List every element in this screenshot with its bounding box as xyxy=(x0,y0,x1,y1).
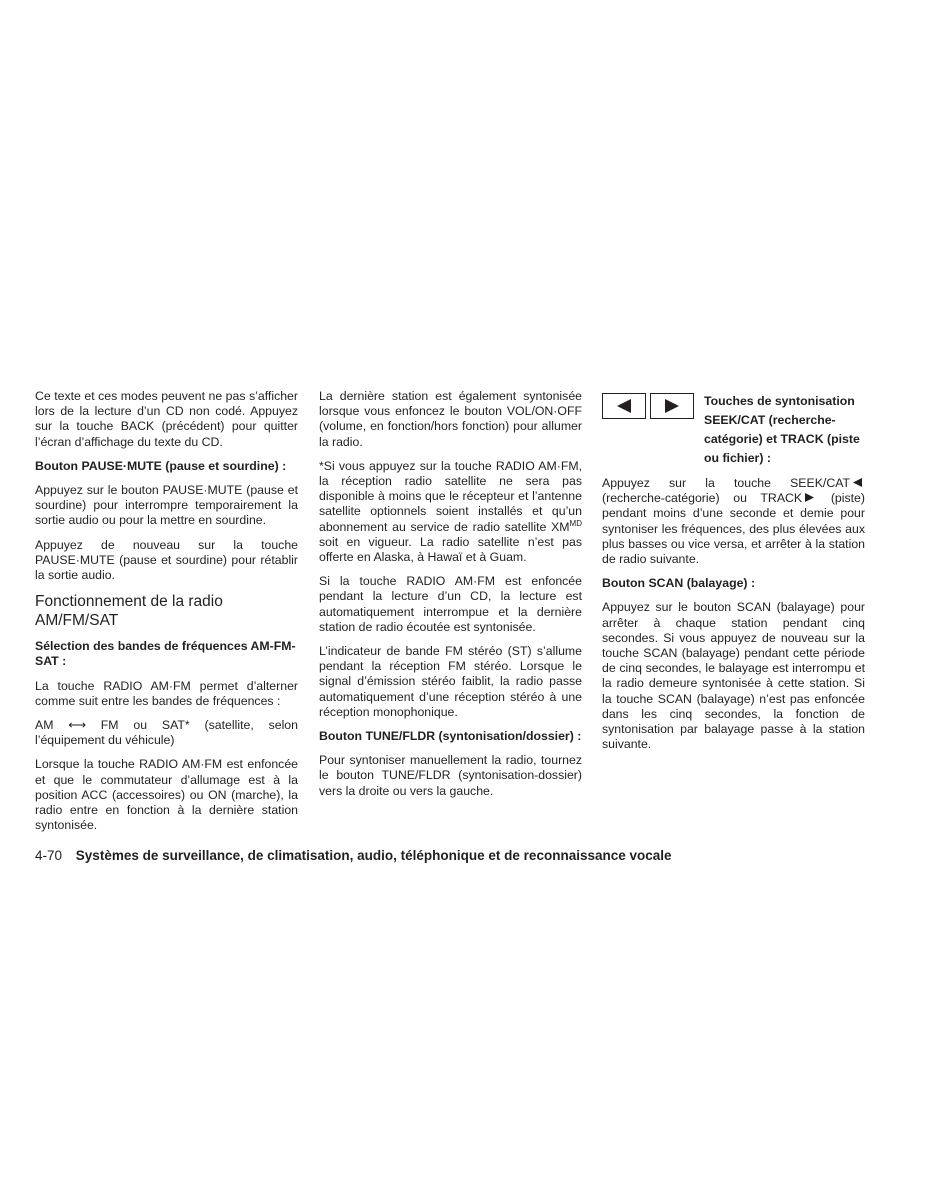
paragraph-pause-restore: Appuyez de nouveau sur la touche PAUSE·MUTE (pause et sourdine) pour rétablir la sortie audio. xyxy=(35,537,298,583)
heading-tune-fldr: Bouton TUNE/FLDR (syntonisation/dossier) : xyxy=(319,729,582,744)
paragraph-band-sequence: AM ⟷ FM ou SAT* (satellite, selon l’équipement du véhicule) xyxy=(35,718,298,748)
heading-scan: Bouton SCAN (balayage) : xyxy=(602,576,756,591)
trademark-sup: MD xyxy=(569,518,582,528)
seek-text-part2: (recherche-catégorie) ou TRACK xyxy=(602,491,803,506)
paragraph-scan: Appuyez sur le bouton SCAN (balayage) pour arrêter à chaque station pendant cinq secondes. Si vous appuyez de nouveau sur la touche SCAN (balayage) pendant cette période de cinq secondes, le balayage est interrompu et la radio demeure syntonisée à cette station. Si la touche SCAN (balayage) n’est pas enfoncée dans les cinq secondes, la fonction de syntonisation par balayage passe à la station suivante. xyxy=(602,600,865,752)
small-right-triangle-icon xyxy=(805,493,814,502)
seek-text-part3: (piste) pendant moins d’une seconde et demie pour syntoniser les fréquences, des plus élevées aux plus basses ou vice versa, et arrêter à la station de radio suivante. xyxy=(602,491,865,567)
paragraph-cd-text: Ce texte et ces modes peuvent ne pas s’afficher lors de la lecture d’un CD non codé. Appuyez sur la touche BACK (précédent) pour quitter l’écran d’affichage du texte du CD. xyxy=(35,389,298,449)
paragraph-radio-on: Lorsque la touche RADIO AM·FM est enfoncée et que le commutateur d’allumage est à la position ACC (accessoires) ou ON (marche), la radio entre en fonction à la dernière station syntonisée. xyxy=(35,757,298,833)
paragraph-fm-stereo: L’indicateur de bande FM stéréo (ST) s’allume pendant la réception FM stéréo. Lorsque le signal d’émission stéréo faiblit, la radio passe automatiquement d’une réception stéréo à une réception monophonique. xyxy=(319,644,582,719)
right-triangle-icon xyxy=(664,398,680,414)
page-footer xyxy=(35,848,672,863)
chapter-title: Systèmes de surveillance, de climatisation, audio, téléphonique et de reconnaissance vocale xyxy=(75,848,672,863)
heading-band-selection: Sélection des bandes de fréquences AM-FM-SAT : xyxy=(35,639,296,669)
seek-track-button-illustration xyxy=(602,393,694,419)
paragraph-band-toggle: La touche RADIO AM·FM permet d’alterner comme suit entre les bandes de fréquences : xyxy=(35,678,298,708)
track-button-box xyxy=(650,393,694,419)
left-triangle-icon xyxy=(616,398,632,414)
column-left xyxy=(35,389,298,842)
paragraph-seek-track xyxy=(602,476,865,567)
seek-button-box xyxy=(602,393,646,419)
satellite-note-part2: soit en vigueur. La radio satellite n’est pas offerte en Alaska, à Hawaï et à Guam. xyxy=(319,534,582,565)
paragraph-cd-interrupt: Si la touche RADIO AM·FM est enfoncée pendant la lecture d’un CD, la lecture est automatiquement interrompue et la dernière station de radio écoutée est syntonisée. xyxy=(319,574,582,634)
seek-track-heading-row xyxy=(602,392,865,468)
section-heading-radio: Fonctionnement de la radio AM/FM/SAT xyxy=(35,593,223,630)
heading-pause-mute: Bouton PAUSE·MUTE (pause et sourdine) : xyxy=(35,458,287,473)
page-number: 4-70 xyxy=(35,848,63,863)
heading-seek-track: Touches de syntonisation SEEK/CAT (recherche-catégorie) et TRACK (piste ou fichier) : xyxy=(704,394,860,465)
satellite-note-part1: *Si vous appuyez sur la touche RADIO AM·FM, la réception radio satellite ne sera pas disponible à moins que le récepteur et l’antenne satellite optionnels soient installés et qu’un abonnement au service de radio satellite XM xyxy=(319,458,582,534)
paragraph-pause-mute: Appuyez sur le bouton PAUSE·MUTE (pause et sourdine) pour interrompre temporairement la sortie audio ou pour la mettre en sourdine. xyxy=(35,483,298,528)
seek-text-part1: Appuyez sur la touche SEEK/CAT xyxy=(602,476,850,490)
paragraph-last-station: La dernière station est également syntonisée lorsque vous enfoncez le bouton VOL/ON·OFF (volume, en fonction/hors fonction) pour allumer la radio. xyxy=(319,389,582,449)
paragraph-tune-manual: Pour syntoniser manuellement la radio, tournez le bouton TUNE/FLDR (syntonisation-dossier) vers la droite ou vers la gauche. xyxy=(319,753,582,798)
small-left-triangle-icon xyxy=(853,478,862,487)
column-middle xyxy=(319,389,582,808)
column-right xyxy=(602,389,865,761)
paragraph-satellite-note xyxy=(319,459,582,565)
